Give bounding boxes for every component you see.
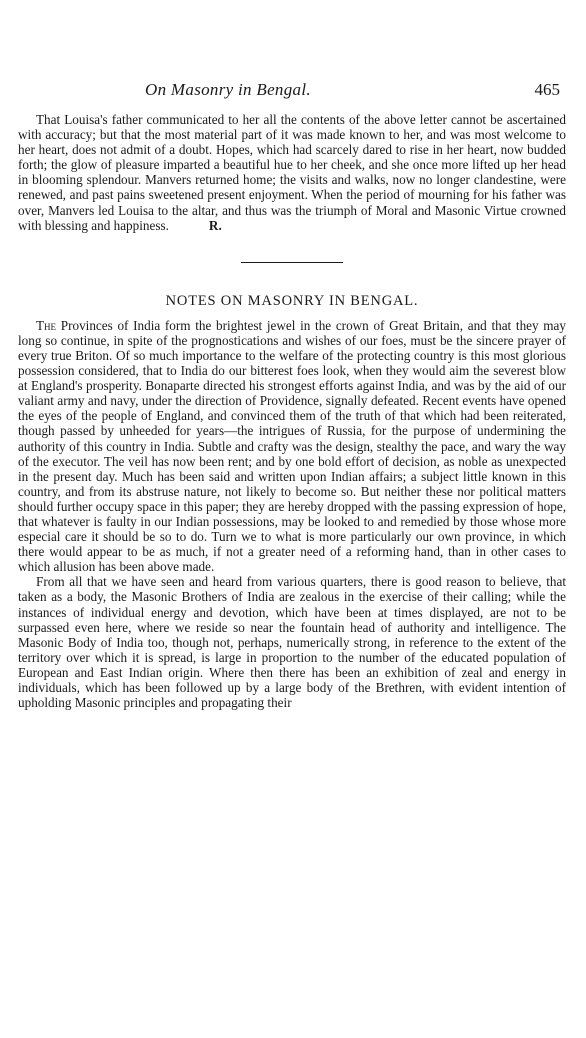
running-title: On Masonry in Bengal. [145, 80, 311, 99]
section-body [18, 318, 566, 710]
running-head [18, 80, 566, 108]
section-divider [241, 262, 343, 263]
story-final-paragraph-text: That Louisa's father communicated to her all the contents of the above letter cannot be ascertained with accuracy; but that the most material part of it was made known to her, and was most welcome to her heart, does not admit of a doubt. Hopes, which had scarcely dared to rise in her heart, now budded forth; the glow of pleasure imparted a beautiful hue to her cheek, and she once more lifted up her head in blooming splendour. Manvers returned home; the visits and walks, now no longer clandestine, were renewed, and past pains sweetened present enjoyment. When the period of mourning for his father was over, Manvers led Louisa to the altar, and thus was the triumph of Moral and Masonic Virtue crowned with blessing and happiness. [18, 112, 566, 233]
section-paragraph-1 [18, 318, 566, 575]
story-final-paragraph [18, 112, 566, 233]
author-signature: R. [208, 217, 222, 233]
section-heading: NOTES ON MASONRY IN BENGAL. [165, 292, 419, 309]
section-paragraph-1-text: Provinces of India form the brightest jewel in the crown of Great Britain, and that they may long so continue, in spite of the prognostications and wishes of our foes, must be the sincere prayer of every true Briton. Of so much importance to the welfare of the protecting country is this most glorious possession considered, that to India do our bitterest foes look, when they would aim the severest blow at England's prosperity. Bonaparte directed his strongest efforts against India, and was by the aid of our valiant army and navy, under the direction of Providence, signally defeated. Recent events have opened the eyes of the people of England, and convinced them of the truth of that which had been reiterated, though passed by unheeded for years—the intrigues of Russia, for the purpose of undermining the authority of this country in India. Subtle and crafty was the design, stealthy the pace, and wary the way of the executor. The veil has now been rent; and by one bold effort of decision, as noble as unexpected in the present day. Much has been said and written upon Indian affairs; a subject little known in this country, and from its abstruse nature, not likely to become so. But neither these nor political matters should further occupy space in this paper; they are hereby dropped with the passing expression of hope, that whatever is faulty in our Indian possessions, may be looked to and remedied by those whose more especial care it should be so to do. Turn we to what is more particularly our own province, in which there would appear to be as much, if not a greater need of a reforming hand, than in other cases to which allusion has been above made. [18, 317, 566, 575]
book-page [18, 80, 566, 710]
page-number: 465 [534, 80, 560, 99]
section-paragraph-2: From all that we have seen and heard from various quarters, there is good reason to believe, that taken as a body, the Masonic Brothers of India are zealous in the exercise of their calling; while the instances of individual energy and devotion, which have been at times displayed, are not to be surpassed even here, where we reside so near the fountain head of authority and intelligence. The Masonic Body of India too, though not, perhaps, numerically strong, in reference to the extent of the territory over which it is spread, is large in proportion to the number of the educated population of European and East Indian origin. Where then there has been an exhibition of zeal and energy in individuals, which has been followed up by a large body of the Brethren, with evident intention of upholding Masonic principles and propagating their [18, 574, 566, 711]
section-opening-word: The [36, 317, 57, 333]
story-conclusion [18, 112, 566, 233]
